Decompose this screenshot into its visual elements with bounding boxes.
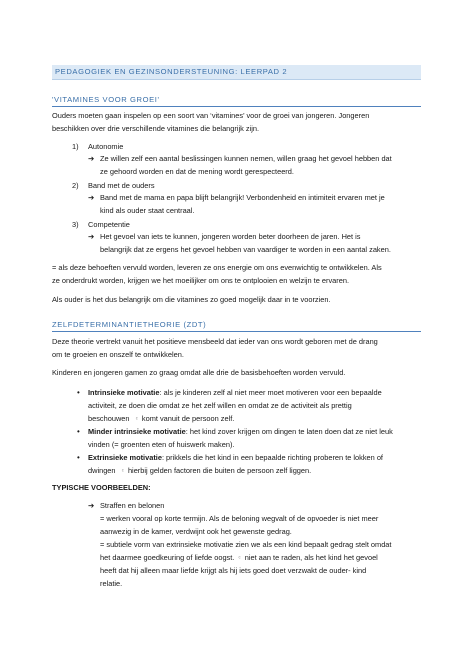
bullet-icon: •: [77, 453, 80, 462]
example-title: Straffen en belonen: [100, 501, 165, 510]
bullet-term: Intrinsieke motivatie: [88, 388, 160, 397]
example-line: = subtiele vorm van extrinsieke motivatie zien we als een kind bepaalt gedrag stelt omdat: [100, 540, 392, 549]
example-line: = werken vooral op korte termijn. Als de beloning wegvalt of de opvoeder is niet meer: [100, 514, 379, 523]
examples-heading: TYPISCHE VOORBEELDEN:: [52, 483, 151, 492]
example-text: het daarmee goedkeuring of liefde oogst.: [100, 553, 235, 562]
bullet-text: : het kind zover krijgen om dingen te laten doen dat ze niet leuk: [185, 427, 393, 436]
example-line: relatie.: [100, 579, 123, 588]
small-mark-icon: ᶜ: [238, 556, 241, 562]
example-line: heeft dat hij alleen maar liefde krijgt als hij iets goed doet verzwakt de ouder- kind: [100, 566, 367, 575]
closing-paragraph: Als ouder is het dus belangrijk om die vitamines zo goed mogelijk daar in te voorzien.: [52, 295, 331, 304]
list-item-text: Ze willen zelf een aantal beslissingen kunnen nemen, willen graag het gevoel hebben dat: [100, 154, 392, 163]
summary-line: ze onderdrukt worden, krijgen we het moeilijker om ons te ontplooien en welzijn te ervaren.: [52, 276, 350, 285]
list-number: 3): [72, 220, 79, 229]
list-item-text: ze gehoord worden en dat de mening wordt gerespecteerd.: [100, 167, 294, 176]
bullet-text: : prikkels die het kind in een bepaalde richting proberen te lokken of: [161, 453, 383, 462]
bullet-line: activiteit, ze doen die omdat ze het zelf willen en omdat ze de activiteit als prettig: [88, 401, 352, 410]
bullet-line: [88, 452, 428, 465]
bullet-text: : als je kinderen zelf al niet meer moet motiveren voor een bepaalde: [159, 388, 382, 397]
list-item-title: Autonomie: [88, 142, 124, 151]
bullet-icon: •: [77, 388, 80, 397]
bullet-text: beschouwen: [88, 414, 130, 423]
intro-line: Ouders moeten gaan inspelen op een soort van ‘vitamines’ voor de groei van jongeren. Jongeren: [52, 111, 370, 120]
list-item-text: kind als ouder staat centraal.: [100, 206, 195, 215]
bullet-text: komt vanuit de persoon zelf.: [141, 414, 235, 423]
list-item-text: belangrijk dat ze ergens het gevoel hebben van vaardiger te worden in een aantal zaken.: [100, 245, 391, 254]
section-rule: [52, 331, 421, 332]
example-line: aanwezig in de kamer, verdwijnt ook het gewenste gedrag.: [100, 527, 292, 536]
summary-line: = als deze behoeften vervuld worden, leveren ze ons energie om ons evenwichtig te ontwikkelen. Als: [52, 263, 382, 272]
zdt-paragraph: Kinderen en jongeren gamen zo graag omdat alle drie de basisbehoeften worden vervuld.: [52, 368, 346, 377]
arrow-icon: ➔: [88, 501, 95, 510]
arrow-icon: ➔: [88, 193, 95, 202]
zdt-paragraph-line: om te groeien en onszelf te ontwikkelen.: [52, 350, 184, 359]
zdt-paragraph-line: Deze theorie vertrekt vanuit het positieve mensbeeld dat ieder van ons wordt geboren met de drang: [52, 337, 378, 346]
example-text: niet aan te raden, als het kind het gevoel: [244, 553, 378, 562]
bullet-line: [88, 387, 428, 400]
small-mark-icon: ᶜ: [121, 469, 124, 475]
list-item-text: Band met de mama en papa blijft belangrijk! Verbondenheid en intimiteit ervaren met je: [100, 193, 385, 202]
bullet-line: [88, 413, 428, 427]
section-heading-zdt: ZELFDETERMINANTIETHEORIE (ZDT): [52, 320, 207, 329]
section-rule: [52, 106, 421, 107]
list-number: 2): [72, 181, 79, 190]
bullet-icon: •: [77, 427, 80, 436]
bullet-term: Minder intrinsieke motivatie: [88, 427, 186, 436]
bullet-text: hierbij gelden factoren die buiten de persoon zelf liggen.: [127, 466, 312, 475]
example-line: [100, 552, 430, 566]
bullet-line: [88, 426, 428, 439]
bullet-line: vinden (= groenten eten of huiswerk maken).: [88, 440, 235, 449]
list-number: 1): [72, 142, 79, 151]
list-item-title: Competentie: [88, 220, 130, 229]
intro-line: beschikken over drie verschillende vitamines die belangrijk zijn.: [52, 124, 260, 133]
bullet-text: dwingen: [88, 466, 116, 475]
list-item-text: Het gevoel van iets te kunnen, jongeren worden beter doorheen de jaren. Het is: [100, 232, 361, 241]
small-mark-icon: ᶜ: [135, 417, 138, 423]
list-item-title: Band met de ouders: [88, 181, 155, 190]
arrow-icon: ➔: [88, 154, 95, 163]
section-heading-vitamines: 'VITAMINES VOOR GROEI': [52, 95, 160, 104]
bullet-term: Extrinsieke motivatie: [88, 453, 162, 462]
bullet-line: [88, 465, 428, 479]
arrow-icon: ➔: [88, 232, 95, 241]
page-header-title: PEDAGOGIEK EN GEZINSONDERSTEUNING: LEERPAD 2: [52, 65, 421, 80]
